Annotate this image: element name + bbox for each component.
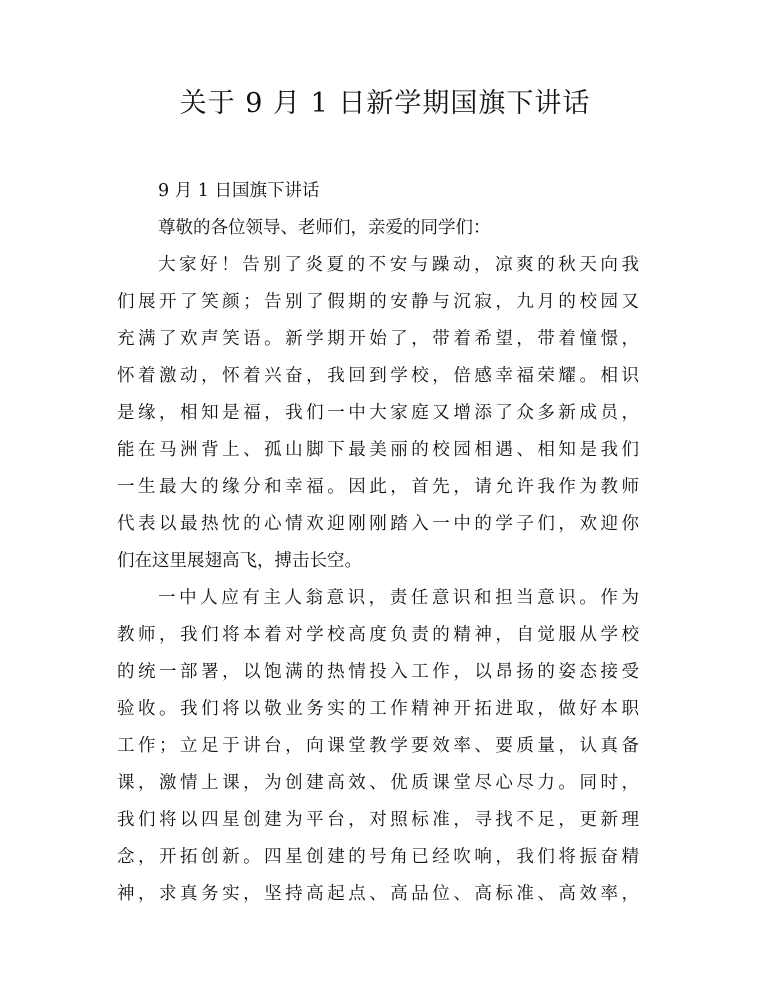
paragraph-line: 工作；立足于讲台，向课堂教学要效率、要质量，认真备 — [117, 736, 639, 756]
paragraph-line: 我们将以四星创建为平台，对照标准，寻找不足，更新理 — [117, 810, 639, 830]
paragraph-line: 代表以最热忱的心情欢迎刚刚踏入一中的学子们，欢迎你 — [117, 514, 639, 534]
paragraph-line: 充满了欢声笑语。新学期开始了，带着希望，带着憧憬， — [117, 329, 639, 349]
document-body — [117, 173, 639, 913]
paragraph-line: 念，开拓创新。四星创建的号角已经吹响，我们将振奋精 — [117, 847, 639, 867]
paragraph-line: 大家好！告别了炎夏的不安与躁动，凉爽的秋天向我 — [158, 255, 639, 275]
paragraph-line: 能在马洲背上、孤山脚下最美丽的校园相遇、相知是我们 — [117, 440, 639, 460]
paragraph-line: 是缘，相知是福，我们一中大家庭又增添了众多新成员， — [117, 403, 639, 423]
paragraph-line: 一中人应有主人翁意识，责任意识和担当意识。作为 — [158, 588, 639, 608]
paragraph-line: 课，激情上课，为创建高效、优质课堂尽心尽力。同时， — [117, 773, 639, 793]
paragraph-line: 们在这里展翅高飞，搏击长空。 — [117, 551, 362, 571]
paragraph-line: 们展开了笑颜；告别了假期的安静与沉寂，九月的校园又 — [117, 292, 639, 312]
paragraph-line: 的统一部署，以饱满的热情投入工作，以昂扬的姿态接受 — [117, 662, 639, 682]
paragraph-line: 一生最大的缘分和幸福。因此，首先，请允许我作为教师 — [117, 477, 639, 497]
paragraph-line: 怀着激动，怀着兴奋，我回到学校，倍感幸福荣耀。相识 — [117, 366, 639, 386]
paragraph-line: 9 月 1 日国旗下讲话 — [158, 181, 320, 201]
paragraph-line: 神，求真务实，坚持高起点、高品位、高标准、高效率， — [117, 884, 639, 904]
paragraph-line: 教师，我们将本着对学校高度负责的精神，自觉服从学校 — [117, 625, 639, 645]
paragraph-line: 尊敬的各位领导、老师们，亲爱的同学们： — [158, 218, 491, 238]
paragraph-line: 验收。我们将以敬业务实的工作精神开拓进取，做好本职 — [117, 699, 639, 719]
document-title: 关于 9 月 1 日新学期国旗下讲话 — [179, 88, 591, 119]
